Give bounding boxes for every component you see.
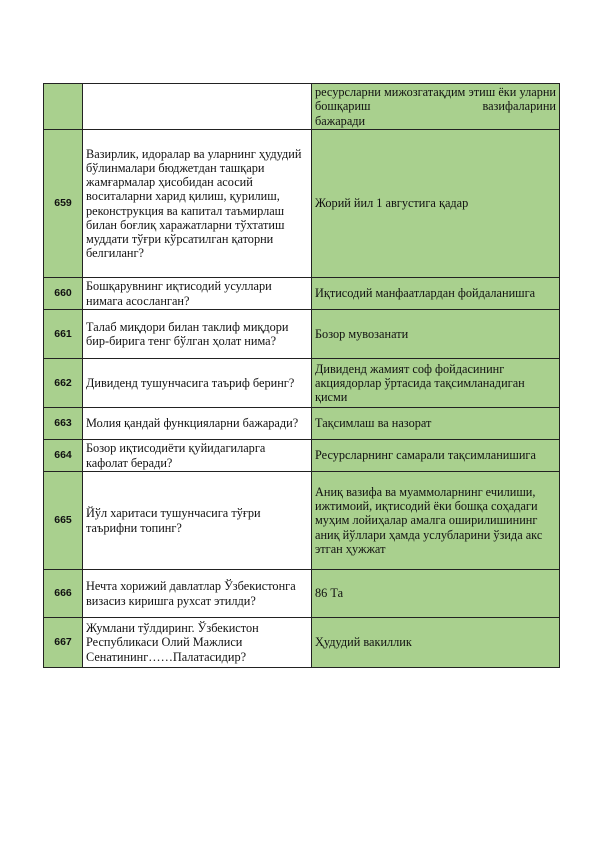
row-number: 660 [44,278,83,310]
answer-cell: Иқтисодий манфаатлардан фойдаланишга [312,278,560,310]
table-row [44,310,560,359]
row-number: 664 [44,440,83,472]
row-number: 661 [44,310,83,359]
row-number [44,84,83,130]
answer-cell: Аниқ вазифа ва муаммоларнинг ечилиши, ижтимоий, иқтисодий ёки бошқа соҳадаги муҳим лойиҳалар амалга оширилишининг аниқ йўллари ҳамда услубларини ўзида акс этган ҳужжат [312,472,560,570]
answer-cell: Жорий йил 1 августига қадар [312,130,560,278]
answer-cell: Тақсимлаш ва назорат [312,408,560,440]
question-cell: Нечта хорижий давлатлар Ўзбекистонга визасиз киришга рухсат этилди? [83,570,312,618]
question-cell: Молия қандай функцияларни бажаради? [83,408,312,440]
question-cell: Бошқарувнинг иқтисодий усуллари нимага асосланган? [83,278,312,310]
table-row [44,570,560,618]
question-cell [83,84,312,130]
answer-cell: Ресурсларнинг самарали тақсимланишига [312,440,560,472]
row-number: 663 [44,408,83,440]
answer-cell: Ҳудудий вакиллик [312,618,560,668]
table-row [44,130,560,278]
answer-cell: Дивиденд жамият соф фойдасининг акциядорлар ўртасида тақсимланадиган қисми [312,359,560,408]
question-cell: Йўл харитаси тушунчасига тўғри таърифни топинг? [83,472,312,570]
answer-line: бажаради [315,113,366,128]
question-cell: Дивиденд тушунчасига таъриф беринг? [83,359,312,408]
answer-cell: Бозор мувозанати [312,310,560,359]
question-cell: Вазирлик, идоралар ва уларнинг ҳудудий бўлинмалари бюджетдан ташқари жамғармалар ҳисобидан асосий воситаларни харид қилиш, қурилиш, реконструкция ва капитал таъмирлаш билан боғлиқ харажатларни тўхтатиш муддати тўғри кўрсатилган қаторни белгиланг? [83,130,312,278]
row-number: 659 [44,130,83,278]
questions-table [43,83,560,668]
row-number: 667 [44,618,83,668]
question-cell: Жумлани тўлдиринг. Ўзбекистон Республикаси Олий Мажлиси Сенатининг……Палатасидир? [83,618,312,668]
table-row [44,618,560,668]
answer-line: уларни бошқариш вазифаларини [315,85,557,114]
table-row [44,278,560,310]
row-number: 665 [44,472,83,570]
row-number: 662 [44,359,83,408]
row-number: 666 [44,570,83,618]
table-row [44,472,560,570]
table-row [44,84,560,130]
question-cell: Бозор иқтисодиёти қуйидагиларга кафолат беради? [83,440,312,472]
table-row [44,440,560,472]
answer-cell [312,84,560,130]
answer-line: ресурсларни мижозгатақдим этиш ёки [315,85,517,100]
table-row [44,408,560,440]
table-row [44,359,560,408]
question-cell: Талаб миқдори билан таклиф миқдори бир-бирига тенг бўлган ҳолат нима? [83,310,312,359]
answer-cell: 86 Та [312,570,560,618]
